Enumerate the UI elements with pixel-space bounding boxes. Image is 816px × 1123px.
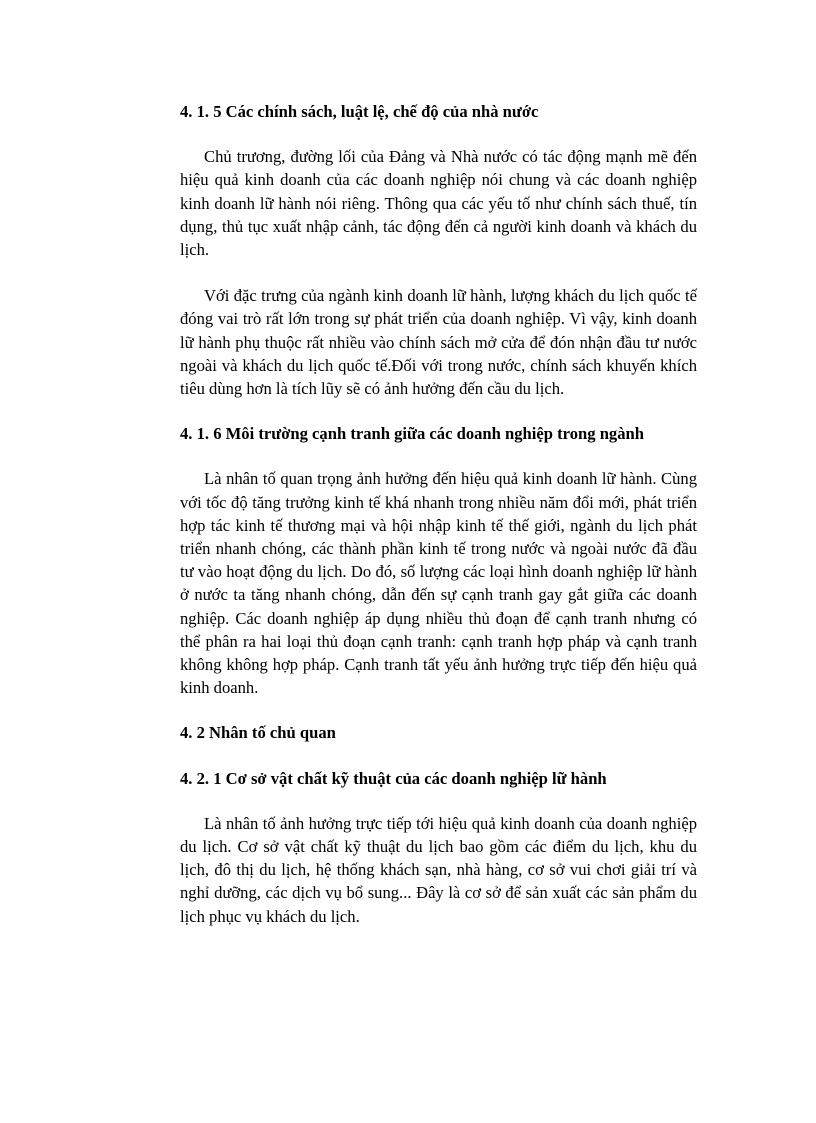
paragraph-infrastructure: Là nhân tố ảnh hưởng trực tiếp tới hiệu quả kinh doanh của doanh nghiệp du lịch. Cơ sở vật chất kỹ thuật du lịch bao gồm các điểm du lịch, khu du lịch, đô thị du lịch, hệ thống khách sạn, nhà hàng, cơ sở vui chơi giải trí và nghỉ dưỡng, các dịch vụ bổ sung... Đây là cơ sở để sản xuất các sản phẩm du lịch phục vụ khách du lịch. xyxy=(180,813,697,926)
document-page xyxy=(180,100,697,928)
section-heading-4-1-5: 4. 1. 5 Các chính sách, luật lệ, chế độ của nhà nước xyxy=(180,102,539,121)
paragraph-policy-impact: Chủ trương, đường lối của Đảng và Nhà nước có tác động mạnh mẽ đến hiệu quả kinh doanh của các doanh nghiệp nói chung và các doanh nghiệp kinh doanh lữ hành nói riêng. Thông qua các yếu tố như chính sách thuế, tín dụng, thủ tục xuất nhập cảnh, tác động đến cả người kinh doanh và khách du lịch. xyxy=(180,147,697,260)
section-heading-4-2: 4. 2 Nhân tố chủ quan xyxy=(180,723,336,743)
paragraph-international-tourists: Với đặc trưng của ngành kinh doanh lữ hành, lượng khách du lịch quốc tế đóng vai trò rất lớn trong sự phát triển của doanh nghiệp. Vì vậy, kinh doanh lữ hành phụ thuộc rất nhiều vào chính sách mở cửa để đón nhận đầu tư nước ngoài và khách du lịch quốc tế.Đối với trong nước, chính sách khuyến khích tiêu dùng hơn là tích lũy sẽ có ảnh hưởng đến cầu du lịch. xyxy=(180,286,697,399)
section-heading-4-1-6: 4. 1. 6 Môi trường cạnh tranh giữa các doanh nghiệp trong ngành xyxy=(180,424,644,444)
section-heading-4-2-1: 4. 2. 1 Cơ sở vật chất kỹ thuật của các doanh nghiệp lữ hành xyxy=(180,768,607,788)
paragraph-competition: Là nhân tố quan trọng ảnh hưởng đến hiệu quả kinh doanh lữ hành. Cùng với tốc độ tăng trưởng kinh tế khá nhanh trong nhiều năm đổi mới, phát triển hợp tác kinh tế thương mại và hội nhập kinh tế thế giới, ngành du lịch phát triển nhanh chóng, các thành phần kinh tế trong nước và ngoài nước đã đầu tư vào hoạt động du lịch. Do đó, số lượng các loại hình doanh nghiệp lữ hành ở nước ta tăng nhanh chóng, dẫn đến sự cạnh tranh gay gắt giữa các doanh nghiệp. Các doanh nghiệp áp dụng nhiều thủ đoạn để cạnh tranh nhưng có thể phân ra hai loại thủ đoạn cạnh tranh: cạnh tranh hợp pháp và cạnh tranh không không hợp pháp. Cạnh tranh tất yếu ảnh hưởng trực tiếp đến hiệu quả kinh doanh. xyxy=(180,469,697,698)
